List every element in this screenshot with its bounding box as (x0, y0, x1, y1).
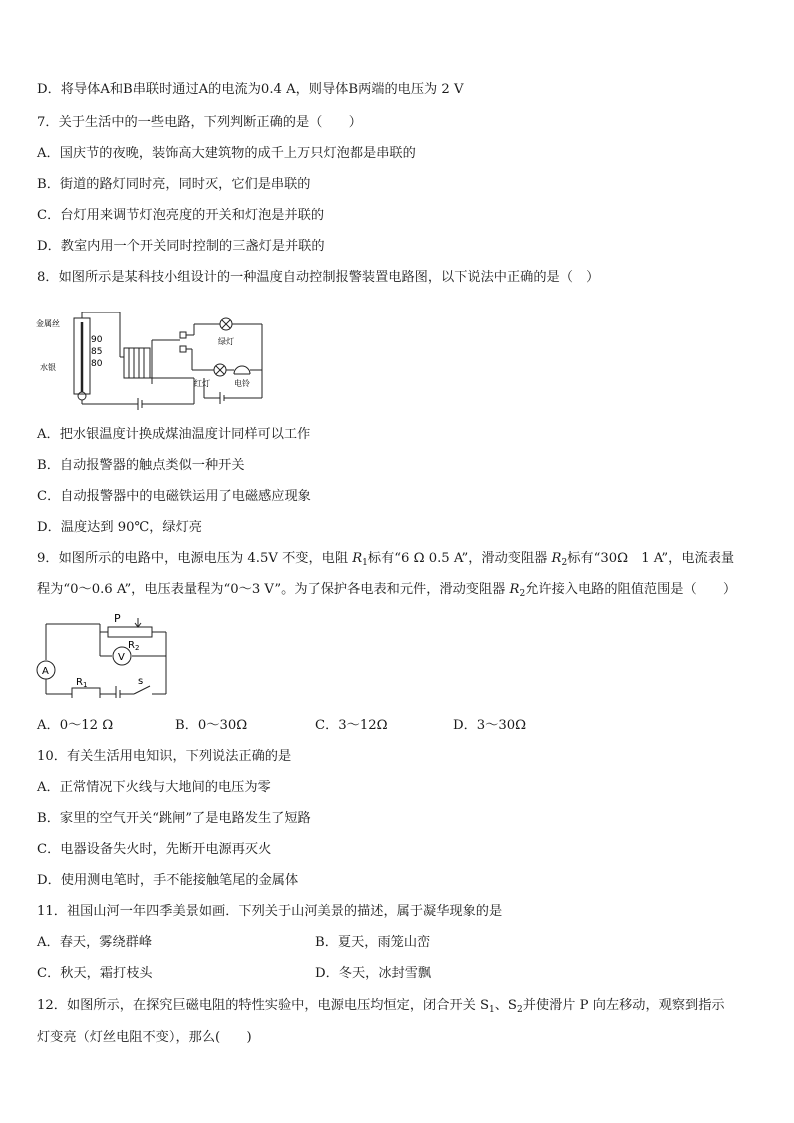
q8-alarm-circuit-diagram (34, 312, 274, 412)
q8-label-red-lamp: 红灯 (194, 379, 210, 388)
q8-option-a: A．把水银温度计换成煤油温度计同样可以工作 (37, 427, 311, 442)
q7-option-a: A．国庆节的夜晚，装饰高大建筑物的成千上万只灯泡都是串联的 (37, 146, 416, 161)
q9-stem-text: 程为“0～0.6 A”，电压表量程为“0～3 V”。为了保护各电表和元件，滑动变阻器 (37, 582, 510, 597)
q9-stem-text: 允许接入电路的阻值范围是（ ） (525, 582, 737, 597)
q12-stem-text: 12．如图所示，在探究巨磁电阻的特性实验中，电源电压均恒定，闭合开关 S (37, 998, 490, 1013)
q12-stem-text: 并使滑片 P 向左移动，观察到指示 (522, 998, 725, 1013)
q10-option-a: A．正常情况下火线与大地间的电压为零 (37, 780, 271, 795)
q9-sub-2: 2 (519, 589, 526, 599)
q9-var-r2: R (551, 551, 562, 566)
q12-sub-2: 2 (516, 1005, 523, 1015)
q9-label-r1-letter: R (76, 677, 83, 688)
q8-option-b: B．自动报警器的触点类似一种开关 (37, 458, 245, 473)
q11-option-c: C．秋天，霜打枝头 (37, 966, 153, 981)
q8-tick-90: 90 (91, 335, 103, 345)
q9-label-r2 (128, 640, 139, 652)
q9-option-b: B．0～30Ω (175, 718, 248, 733)
q8-label-bell: 电铃 (234, 379, 250, 388)
voltmeter-icon: V (118, 652, 125, 663)
q7-option-d: D．教室内用一个开关同时控制的三盏灯是并联的 (37, 239, 325, 254)
q9-label-r1-sub: 1 (82, 681, 88, 689)
q11-option-a: A．春天，雾绕群峰 (37, 935, 153, 950)
q9-option-c: C．3～12Ω (315, 718, 388, 733)
q9-var-r1: R (352, 551, 363, 566)
q9-label-r2-sub: 2 (134, 644, 140, 652)
q9-label-switch: s (138, 676, 144, 687)
q12-stem-line1 (37, 997, 725, 1019)
q6-option-d: D．将导体A和B串联时通过A的电流为0.4 A，则导体B两端的电压为 2 V (37, 82, 464, 97)
q8-tick-80: 80 (91, 359, 103, 369)
q9-stem-text: 标有“30Ω 1 A”，电流表量 (567, 551, 735, 566)
q8-option-d: D．温度达到 90℃，绿灯亮 (37, 520, 202, 535)
q11-stem: 11．祖国山河一年四季美景如画．下列关于山河美景的描述，属于凝华现象的是 (37, 904, 503, 919)
q8-option-c: C．自动报警器中的电磁铁运用了电磁感应现象 (37, 489, 311, 504)
q9-sub-1: 1 (362, 558, 368, 568)
q9-label-r2-letter: R (128, 640, 135, 651)
q10-option-c: C．电器设备失火时，先断开电源再灭火 (37, 842, 272, 857)
q7-stem: 7．关于生活中的一些电路，下列判断正确的是（ ） (37, 115, 362, 130)
q8-label-metal-wire: 金属丝 (36, 319, 60, 328)
q9-sub-2: 2 (561, 558, 568, 568)
q7-option-b: B．街道的路灯同时亮，同时灭，它们是串联的 (37, 177, 311, 192)
q9-var-r2: R (509, 582, 520, 597)
q7-option-c: C．台灯用来调节灯泡亮度的开关和灯泡是并联的 (37, 208, 325, 223)
q11-option-b: B．夏天，雨笼山峦 (315, 935, 431, 950)
q9-stem-text: 9．如图所示的电路中，电源电压为 4.5V 不变，电阻 (37, 551, 353, 566)
q8-label-mercury: 水银 (40, 363, 56, 372)
q12-sub-1: 1 (489, 1005, 495, 1015)
q10-option-d: D．使用测电笔时，手不能接触笔尾的金属体 (37, 873, 299, 888)
ammeter-icon: A (42, 666, 49, 677)
q9-option-a: A．0～12 Ω (37, 718, 114, 733)
q12-stem-text: 、S (494, 998, 517, 1013)
q10-stem: 10．有关生活用电知识，下列说法正确的是 (37, 749, 292, 764)
q8-label-green-lamp: 绿灯 (218, 337, 234, 346)
q8-tick-85: 85 (91, 347, 103, 357)
q9-stem-line1 (37, 550, 734, 572)
q9-stem-line2 (37, 581, 736, 603)
q8-stem: 8．如图所示是某科技小组设计的一种温度自动控制报警装置电路图，以下说法中正确的是（ ） (37, 270, 600, 285)
q9-circuit-diagram (34, 612, 174, 698)
q9-stem-text: 标有“6 Ω 0.5 A”，滑动变阻器 (367, 551, 552, 566)
q11-option-d: D．冬天，冰封雪飘 (315, 966, 432, 981)
q9-label-r1 (76, 677, 87, 689)
q9-option-d: D．3～30Ω (453, 718, 527, 733)
q10-option-b: B．家里的空气开关“跳闸”了是电路发生了短路 (37, 811, 311, 826)
q9-label-p: P (114, 612, 121, 625)
q12-stem-line2: 灯变亮（灯丝电阻不变），那么( ) (37, 1030, 252, 1045)
